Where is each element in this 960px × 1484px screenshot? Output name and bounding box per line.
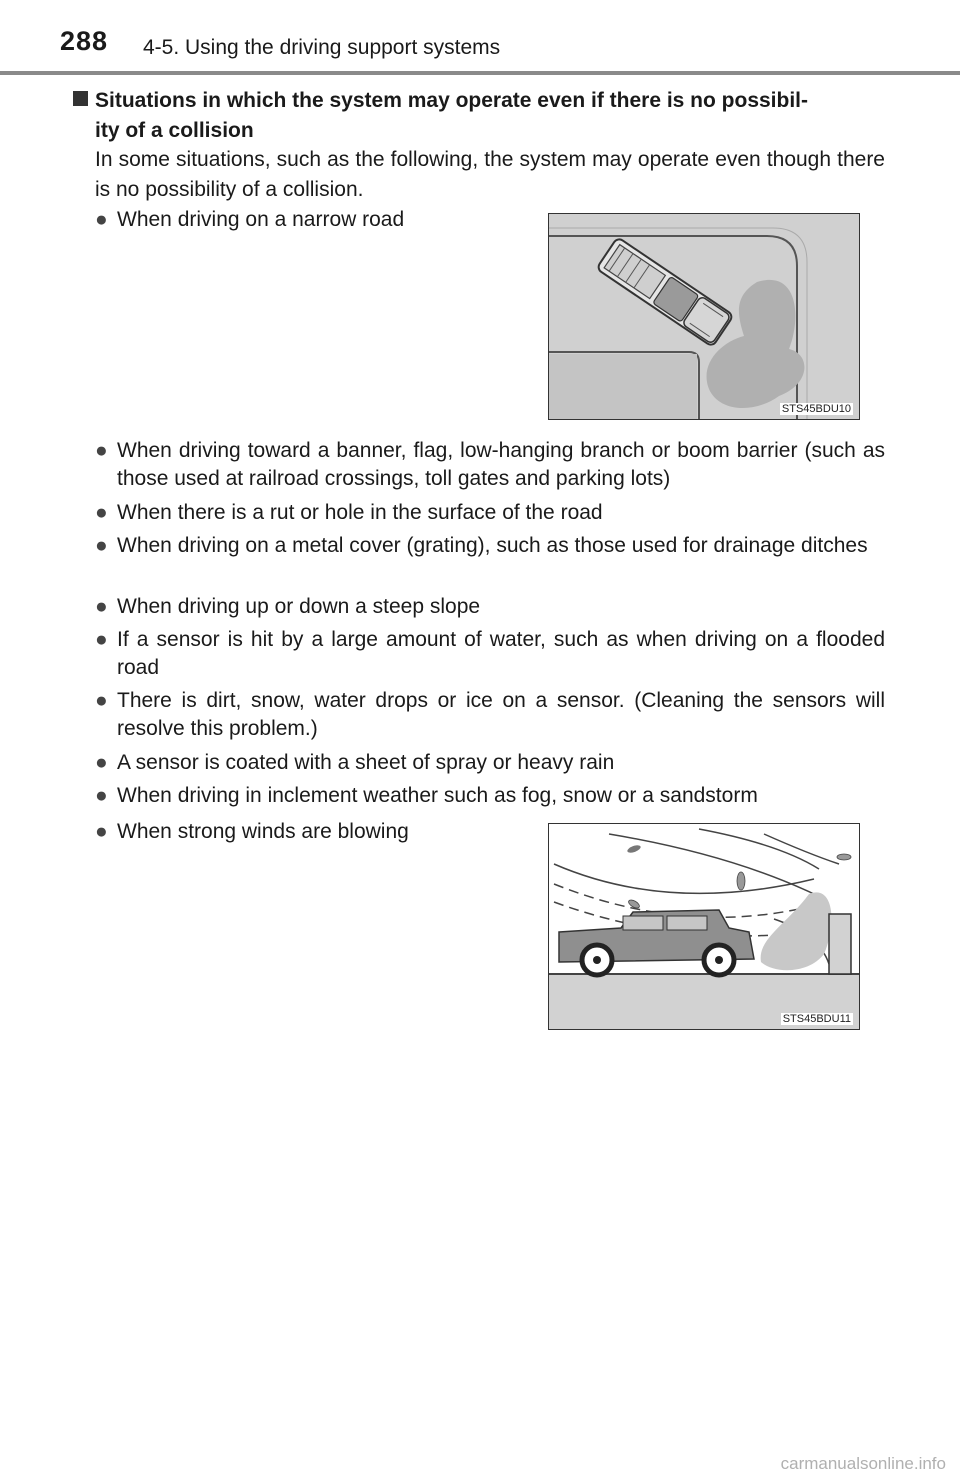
list-item-text: When driving in inclement weather such as fog, snow or a sandstorm bbox=[117, 784, 758, 807]
circle-bullet-icon: ● bbox=[95, 439, 108, 462]
figure-code: STS45BDU11 bbox=[782, 1013, 851, 1025]
list-item bbox=[95, 593, 885, 621]
section-title-line2: ity of a collision bbox=[95, 119, 254, 142]
list-item-text: There is dirt, snow, water drops or ice on a sensor. (Cleaning the sensors will resolve this problem.) bbox=[117, 689, 885, 740]
list-item bbox=[95, 818, 515, 846]
circle-bullet-icon: ● bbox=[95, 595, 108, 618]
strong-wind-drawing bbox=[549, 824, 859, 1029]
circle-bullet-icon: ● bbox=[95, 501, 108, 524]
section-intro: In some situations, such as the following, the system may operate even though there is no possibility of a collision. bbox=[95, 148, 885, 201]
circle-bullet-icon: ● bbox=[95, 820, 108, 843]
header-rule bbox=[0, 71, 960, 75]
page-number: 288 bbox=[60, 26, 109, 56]
list-item bbox=[95, 782, 885, 810]
list-item-text: When driving on a narrow road bbox=[117, 208, 405, 231]
strong-wind-illustration bbox=[548, 823, 860, 1030]
circle-bullet-icon: ● bbox=[95, 784, 108, 807]
section-heading bbox=[73, 86, 885, 146]
list-item-text: If a sensor is hit by a large amount of water, such as when driving on a flooded road bbox=[117, 628, 885, 679]
section-title-line1: Situations in which the system may operate even if there is no possibil- bbox=[95, 89, 809, 112]
square-bullet-icon bbox=[73, 91, 88, 106]
list-item bbox=[95, 626, 885, 682]
list-item bbox=[95, 532, 885, 560]
list-item-text: When driving up or down a steep slope bbox=[117, 595, 481, 618]
circle-bullet-icon: ● bbox=[95, 208, 108, 231]
figure-code: STS45BDU10 bbox=[781, 403, 851, 415]
list-item-text: When driving on a metal cover (grating), such as those used for drainage ditches bbox=[117, 534, 868, 557]
list-item bbox=[95, 687, 885, 743]
circle-bullet-icon: ● bbox=[95, 751, 108, 774]
list-item-text: When driving toward a banner, flag, low-hanging branch or boom barrier (such as those used at railroad crossings, toll gates and parking lots) bbox=[117, 439, 885, 490]
page-header bbox=[0, 0, 960, 76]
circle-bullet-icon: ● bbox=[95, 534, 108, 557]
list-item-text: A sensor is coated with a sheet of spray or heavy rain bbox=[117, 751, 615, 774]
narrow-road-illustration bbox=[548, 213, 860, 420]
list-item bbox=[95, 499, 885, 527]
site-watermark: carmanualsonline.info bbox=[780, 1454, 946, 1473]
list-item-text: When strong winds are blowing bbox=[117, 820, 409, 843]
list-item-text: When there is a rut or hole in the surface of the road bbox=[117, 501, 603, 524]
circle-bullet-icon: ● bbox=[95, 689, 108, 712]
narrow-road-drawing bbox=[549, 214, 859, 419]
circle-bullet-icon: ● bbox=[95, 628, 108, 651]
list-item bbox=[95, 749, 885, 777]
list-item bbox=[95, 206, 515, 234]
list-item bbox=[95, 437, 885, 493]
chapter-title: 4-5. Using the driving support systems bbox=[143, 36, 501, 59]
